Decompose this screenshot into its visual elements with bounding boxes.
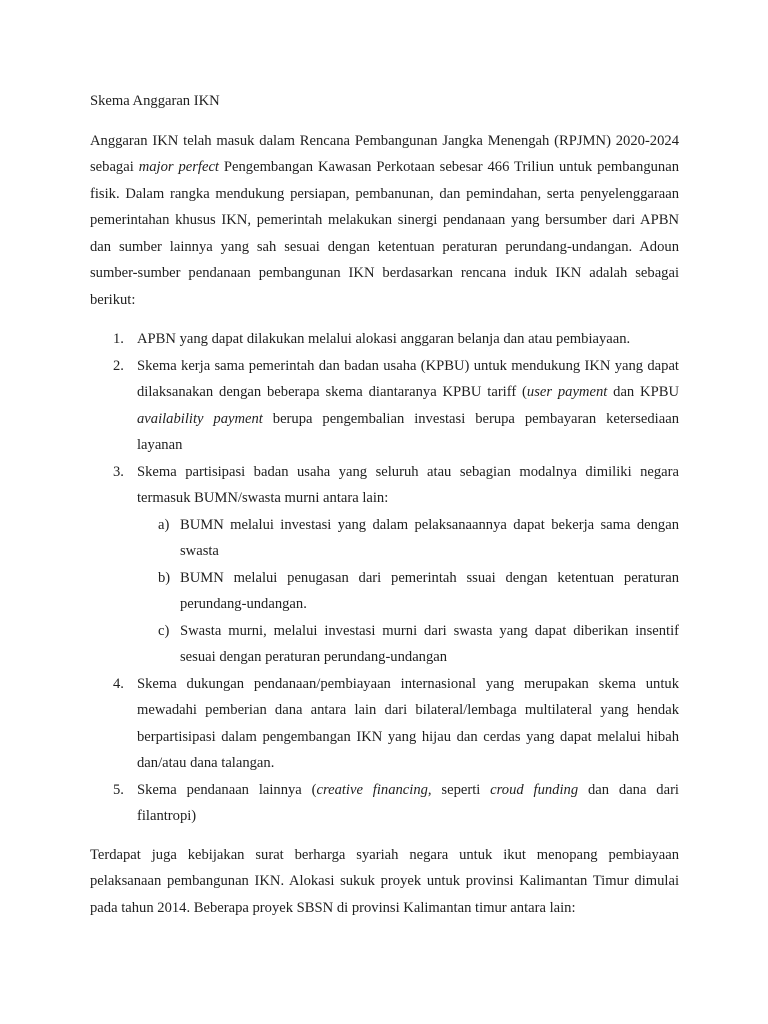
sub-list-letter-b: b) (158, 569, 171, 586)
document-title: Skema Anggaran IKN (90, 93, 220, 109)
sub-list-letter-c: c) (158, 622, 170, 639)
list-number-3: 3. (113, 463, 124, 480)
sub-list-item-b (137, 565, 679, 618)
list-number-4: 4. (113, 675, 124, 692)
list-number-5: 5. (113, 781, 124, 798)
funding-sources-list (90, 326, 679, 830)
closing-paragraph: Terdapat juga kebijakan surat berharga syariah negara untuk ikut menopang pembiayaan pelaksanaan pembangunan IKN. Alokasi sukuk proyek untuk provinsi Kalimantan Timur dimulai pada tahun 2014. Beberapa proyek SBSN di provinsi Kalimantan timur antara lain: (90, 846, 679, 916)
list-item-2-text-2: dan KPBU (607, 384, 679, 400)
sub-list-item-a (137, 512, 679, 565)
list-item-5-text-3: dan dana dari filantropi) (137, 781, 679, 824)
sub-list-item-c-text: Swasta murni, melalui investasi murni dari swasta yang dapat diberikan insentif sesuai dengan peraturan perundang-undangan (180, 622, 679, 665)
list-item-2-text-3: berupa pengembalian investasi berupa pembayaran ketersediaan layanan (137, 410, 679, 453)
intro-paragraph (90, 128, 679, 314)
list-item-5 (90, 777, 679, 830)
sub-list-item-a-text: BUMN melalui investasi yang dalam pelaksanaannya dapat bekerja sama dengan swasta (180, 516, 679, 559)
list-item-2-text-1: Skema kerja sama pemerintah dan badan usaha (KPBU) untuk mendukung IKN yang dapat dilaksanakan dengan beberapa skema diantaranya KPBU tariff ( (137, 357, 679, 400)
intro-text-2: Pengembangan Kawasan Perkotaan sebesar 466 Triliun untuk pembangunan fisik. Dalam rangka mendukung persiapan, pembanunan, dan pemindahan, serta penyelenggaraan pemerintahan khusus IKN, pemerintah melakukan sinergi pendanaan yang bersumber dari APBN dan sumber lainnya yang sah sesuai dengan ketentuan peraturan perundang-undangan. Adoun sumber-sumber pendanaan pembangunan IKN berdasarkan rencana induk IKN adalah sebagai berikut: (90, 159, 679, 308)
list-item-5-text-1: Skema pendanaan lainnya ( (137, 781, 317, 798)
document-page (90, 88, 679, 934)
intro-text-1: Anggaran IKN telah masuk dalam Rencana Pembangunan Jangka Menengah (RPJMN) 2020-2024 sebagai (90, 132, 679, 175)
sub-list-letter-a: a) (158, 516, 170, 533)
list-item-5-emphasis-1: creative financing, (316, 781, 432, 798)
intro-emphasis: major perfect (138, 159, 219, 175)
list-item-2 (90, 353, 679, 459)
sub-list (137, 512, 679, 671)
list-item-1 (90, 326, 679, 353)
sub-list-item-b-text: BUMN melalui penugasan dari pemerintah ssuai dengan ketentuan peraturan perundang-undangan. (180, 569, 679, 612)
list-number-1: 1. (113, 331, 124, 347)
list-item-3 (90, 459, 679, 671)
list-item-5-text-2: seperti (431, 781, 491, 798)
list-item-2-emphasis-2: availability payment (137, 410, 263, 427)
list-item-2-emphasis-1: user payment (526, 384, 608, 400)
sub-list-item-c (137, 618, 679, 671)
list-item-5-emphasis-2: croud funding (490, 781, 579, 798)
list-number-2: 2. (113, 357, 124, 374)
list-item-3-text: Skema partisipasi badan usaha yang seluruh atau sebagian modalnya dimiliki negara termasuk BUMN/swasta murni antara lain: (137, 463, 679, 506)
list-item-4 (90, 671, 679, 777)
list-item-1-text: APBN yang dapat dilakukan melalui alokasi anggaran belanja dan atau pembiayaan. (137, 331, 631, 347)
list-item-4-text: Skema dukungan pendanaan/pembiayaan internasional yang merupakan skema untuk mewadahi pemberian dana antara lain dari bilateral/lembaga multilateral yang hendak berpartisipasi dalam pengembangan IKN yang hijau dan cerdas yang dapat melalui hibah dan/atau dana talangan. (137, 675, 679, 771)
